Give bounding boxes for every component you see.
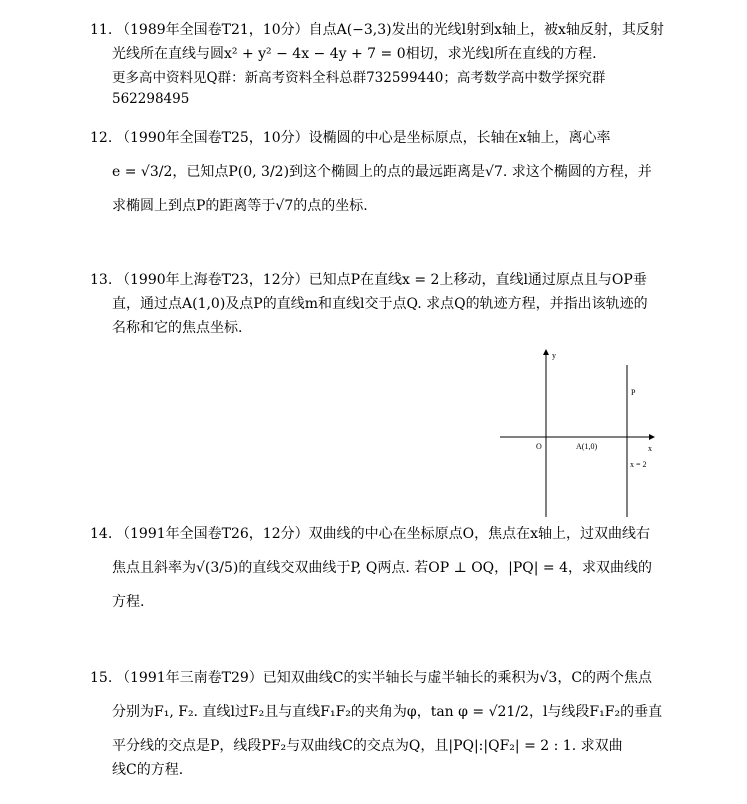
- graph-svg: [500, 345, 670, 520]
- problem-text: （1989年全国卷T21，10分）自点A(−3,3)发出的光线l射到x轴上，被x轴反射，其反射: [116, 22, 664, 38]
- problem-number: 11.: [90, 22, 113, 38]
- problem-text: e = √3/2，已知点P(0, 3/2)到这个椭圆上的点的最远距离是√7. 求这个椭圆的方程，并: [112, 164, 652, 180]
- problem-text: （1990年上海卷T23，12分）已知点P在直线x = 2上移动，直线l通过原点且与OP垂: [116, 272, 647, 288]
- problem-text: 焦点且斜率为√(3/5)的直线交双曲线于P, Q两点. 若OP ⊥ OQ，|PQ| = 4，求双曲线的: [112, 560, 653, 576]
- problem-text: 直，通过点A(1,0)及点P的直线m和直线l交于点Q. 求点Q的轨迹方程，并指出该轨迹的: [112, 296, 648, 312]
- problem-15: [90, 666, 680, 782]
- coordinate-graph: [500, 345, 670, 520]
- y-label: y: [552, 351, 556, 360]
- problem-number: 12.: [90, 130, 113, 146]
- problem-14: [90, 522, 680, 614]
- problem-text: 光线所在直线与圆x² + y² − 4x − 4y + 7 = 0相切，求光线l所在直线的方程.: [112, 46, 597, 62]
- x-label: x: [648, 444, 652, 453]
- problem-text: 方程.: [112, 594, 145, 610]
- problem-text: 线C的方程.: [112, 762, 184, 778]
- note-line-1: 更多高中资料见Q群：新高考资料全科总群732599440；高考数学高中数学探究群: [112, 70, 606, 86]
- problem-text: 名称和它的焦点坐标.: [112, 320, 243, 336]
- problem-11: [90, 18, 680, 66]
- problem-text: 求椭圆上到点P的距离等于√7的点的坐标.: [112, 198, 368, 214]
- problem-number: 15.: [90, 670, 113, 686]
- resource-note: [112, 68, 605, 110]
- problem-text: （1990年全国卷T25，10分）设椭圆的中心是坐标原点，长轴在x轴上，离心率: [116, 130, 611, 146]
- point-p-label: P: [631, 388, 636, 397]
- problem-line: [90, 522, 680, 546]
- problem-number: 13.: [90, 272, 113, 288]
- problem-number: 14.: [90, 526, 113, 542]
- problem-text: 分别为F₁, F₂. 直线l过F₂且与直线F₁F₂的夹角为φ，tan φ = √21/2，l与线段F₁F₂的垂直: [112, 704, 663, 720]
- problem-13: [90, 268, 680, 340]
- problem-line: [90, 666, 680, 690]
- line-label: x = 2: [630, 460, 647, 469]
- problem-text: （1991年全国卷T26，12分）双曲线的中心在坐标原点O，焦点在x轴上，过双曲线右: [116, 526, 650, 542]
- note-line-2: 562298495: [112, 91, 190, 107]
- problem-text: 平分线的交点是P，线段PF₂与双曲线C的交点为Q，且|PQ|:|QF₂| = 2 : 1. 求双曲: [112, 738, 623, 754]
- origin-label: O: [536, 442, 542, 451]
- problem-line: [90, 268, 680, 292]
- problem-line: [90, 126, 680, 150]
- problem-text: （1991年三南卷T29）已知双曲线C的实半轴长与虚半轴长的乘积为√3，C的两个焦点: [116, 670, 653, 686]
- problem-line: [90, 18, 680, 42]
- point-a-label: A(1,0): [576, 442, 598, 451]
- problem-12: [90, 126, 680, 218]
